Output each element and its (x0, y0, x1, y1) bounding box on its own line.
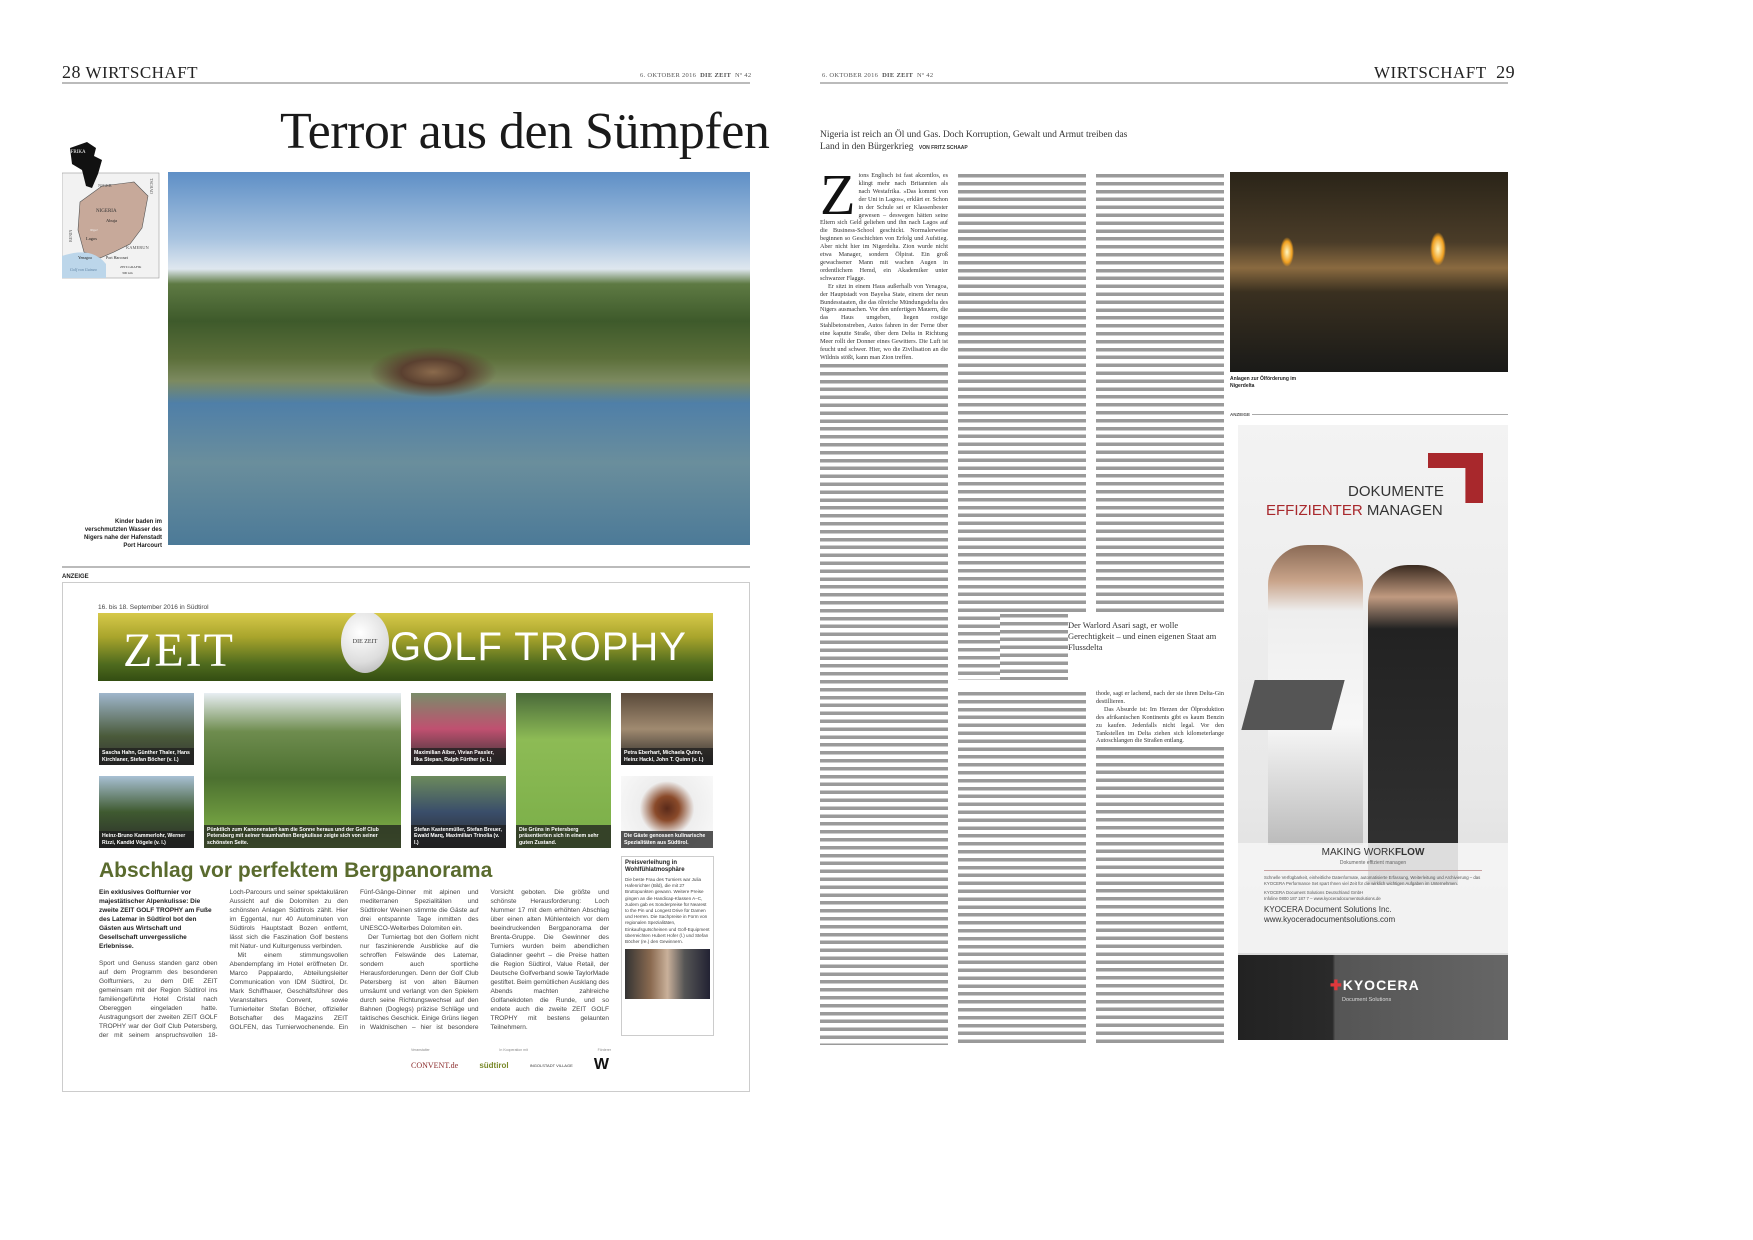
sponsor-w-logo: W (593, 1056, 609, 1073)
main-photo-children-bathing (168, 172, 750, 545)
map-label: ZEIT-GRAFIK (120, 265, 142, 269)
sidebox-text: Die beste Frau des Turniers war Julia Hafenrichter (Bild), die mit 27 Bruttopunkten gewann. Weitere Preise gingen an die Handicap-Klassen A–C, zudem gab es Sonderpreise für Nearest to the Pin und Longest Drive für Damen und Herren. Die Sachpreise in Form von regionalen Spezialitäten, Einkaufsgutscheinen und Golf-Equipment überreichten Hubert Hofer (l.) und Stefan Böcher (re.) den Gewinnern. (625, 877, 710, 945)
man-figure (1368, 565, 1458, 885)
article-paragraph: ions Englisch ist fast akzentlos, es klingt mehr nach Britannien als nach Westafrika. »Das kommt von der Uni in Lagos«, erklärt er. Schon in der Schule sei er Klassenbester gewesen – deswegen hätten seine Eltern sich Geld geliehen und ihn nach Lagos auf die Business-School geschickt. Normalerweise beginnen so Geschichten von Erfolg und Aufstieg. Aber nicht hier im Nigerdelta. Zion wurde nicht etwa Manager, sondern Ölpirat. Ein groß gewachsener Mann mit wachen Augen in ordentlichem Hemd, ein Akademiker unter schwarzer Flagge. (820, 172, 948, 282)
article-text (1096, 172, 1224, 612)
photo-caption: Stefan Kastenmüller, Stefan Breuer, Ewald Marq, Maximilian Trinolia (v. l.) (411, 825, 506, 849)
photo-caption: Kinder baden im verschmutzten Wasser des Nigers nahe der Hafenstadt Port Harcourt (83, 519, 162, 549)
ad-paragraph: Mit einem stimmungsvollen Abendempfang im Hotel eröffneten Dr. Marco Pappalardo, Abteilungsleiter Communication von IDM Südtirol, Dr. Mark Schiffhauer, Geschäftsführer des Veranstalters Convent, sowie Turnierleiter Stefan Böcher, offizieller Botschafter des Magazins ZEIT GOLFEN, das Turnierwochenende. Ein Fünf-Gänge-Dinner mit alpinen und mediterranen Spezialitäten und Südtiroler Weinen stimmte die Gäste auf drei entspannte Tage inmitten des UNESCO-Welterbes Dolomiten ein. (229, 889, 479, 1031)
spacer (958, 680, 1086, 690)
ad-lead: Ein exklusives Golfturnier vor majestätischer Alpenkulisse: Die zweite ZEIT GOLF TROPHY am Fuße des Latemar in Südtirol bot den Gästen aus Wirtschaft und Gesellschaft unvergessliche Erlebnisse. (99, 889, 212, 950)
article-text-continued (820, 362, 948, 1045)
paper: DIE ZEIT (882, 72, 914, 79)
ad-infoline: Infoline 0800 187 187 7 – www.kyoceradocumentsolutions.de (1264, 896, 1381, 901)
map-label: Abuja (106, 218, 117, 223)
photo-caption: Petra Eberhart, Michaela Quinn, Heinz Hackl, John T. Quinn (v. l.) (621, 748, 713, 765)
golf-photo (621, 776, 713, 848)
article-column-3-lower (1096, 690, 1224, 1045)
tablet (1241, 680, 1344, 730)
map-inset-label: AFRIKA (67, 150, 86, 155)
ad-textbox (1238, 843, 1508, 953)
golf-photo (204, 693, 401, 848)
byline: VON FRITZ SCHAAP (918, 145, 968, 151)
suedtirol-logo: südtirol (479, 1060, 509, 1070)
map-label: Lagos (86, 236, 97, 241)
ad-divider (1264, 870, 1482, 871)
article-paragraph: Das Absurde ist: Im Herzen der Ölproduktion des afrikanischen Kontinents gibt es kaum Benzin zu kaufen. Jedenfalls nicht legal. Vor den Tankstellen im Delta ziehen sich kilometerlange Autoschlangen die Straßen entlang. (1096, 705, 1224, 745)
golf-ball (341, 613, 389, 673)
sponsor-label: In Kooperation mit (499, 1048, 528, 1052)
sidebox-title: Preisverleihung in Wohlfühlatmosphäre (625, 860, 685, 873)
ad-headline: Abschlag vor perfektem Bergpanorama (99, 859, 493, 882)
subtitle-text: Nigeria ist reich an Öl und Gas. Doch Korruption, Gewalt und Armut treiben das Land in den Bürgerkrieg (820, 130, 1128, 152)
date: 6. OKTOBER 2016 (822, 72, 879, 79)
golf-photo (99, 693, 194, 765)
ad-company-de: KYOCERA Document Solutions Deutschland GmbH (1264, 890, 1364, 895)
dateline-right (822, 72, 933, 79)
dateline-left (640, 72, 751, 79)
gas-flare (1280, 237, 1294, 267)
tagline-a: MAKING WORK (1321, 847, 1395, 858)
map-label: Yenagoa (78, 255, 92, 260)
ad-body (99, 888, 609, 1040)
ad-url: www.kyoceradocumentsolutions.com (1264, 915, 1396, 924)
ad-separator (62, 566, 750, 568)
ball-logo: DIE ZEIT (352, 639, 378, 645)
children-figure (358, 342, 508, 402)
header-rule (62, 82, 750, 84)
section-name: WIRTSCHAFT (85, 63, 199, 82)
banner-golf-trophy: GOLF TROPHY (390, 625, 687, 669)
page-header-right (1374, 62, 1515, 83)
article-text-continued (1096, 745, 1224, 1045)
kyocera-logo-sub: Document Solutions (1342, 997, 1392, 1003)
ad-company: KYOCERA Document Solutions Inc. (1264, 905, 1392, 914)
ad-paragraph: Sport und Genuss standen ganz oben auf dem Programm des besonderen Golfturniers, zu dem DIE ZEIT gemeinsam mit der Region Südtirol ins familiengeführte Hotel Cristal nach Obereggen eingeladen hatte. Austragungsort der zweiten ZEIT GOLF TROPHY war der Golf Club Petersberg, der mit seinem anspruchsvollen 18-Loch-Parcours und seiner spektakulären Aussicht auf die Dolomiten zu den schönsten Anlagen Südtirols zählt. Hier im Eggental, nur 40 Autominuten von Südtirols Hauptstadt Bozen entfernt, lässt sich die Faszination Golf bestens mit Natur- und Kulturgenuss verbinden. (99, 889, 348, 1039)
date: 6. OKTOBER 2016 (640, 72, 697, 79)
gas-flare (1430, 232, 1446, 266)
kyocera-logo: ✚KYOCERA (1330, 977, 1420, 993)
sponsor-labels (411, 1048, 611, 1053)
sponsor-logos (411, 1056, 609, 1074)
article-paragraph: thode, sagt er lachend, nach der sie ihren Delta-Gin destillieren. (1096, 690, 1224, 705)
ad-headline-2 (1266, 502, 1443, 519)
subtitle (820, 129, 1130, 154)
map-label: 300 km (122, 271, 133, 275)
nigeria-map (62, 140, 160, 280)
sponsor-label: Veranstalter (411, 1048, 430, 1052)
photo-caption: Die Grüns in Petersberg präsentierten sich in einem sehr guten Zustand. (516, 825, 611, 849)
page-number: 29 (1496, 62, 1516, 82)
ad-headline: DOKUMENTE (1348, 483, 1444, 500)
article-paragraph: Er sitzt in einem Haus außerhalb von Yenagoa, der Hauptstadt von Bayelsa State, einem der neun Bundesstaaten, die das ölreiche Mündungsdelta des Nigers ausmachen. Vor den unfertigen Mauern, die das Haus umgeben, liegen rostige Stahlbetonstreben, Autos fahren in der Ferne über eine kaputte Straße, über dem Delta in Richtung Meer rollt der Donner eines Gewitters. Die Luft ist feucht und schwer. Hier, wo die Zivilisation an die Wildnis stößt, kann man Zion treffen. (820, 282, 948, 361)
header-rule (820, 82, 1508, 84)
headline: Terror aus den Sümpfen (280, 103, 770, 160)
prize-sidebox (621, 856, 714, 1036)
photo-caption: Anlagen zur Ölförderung im Nigerdelta (1230, 376, 1297, 389)
issue: Nº 42 (917, 72, 934, 79)
paper: DIE ZEIT (700, 72, 732, 79)
photo-caption: Pünktlich zum Kanonenstart kam die Sonne heraus und der Golf Club Petersberg mit seiner traumhaften Bergkulisse zeigte sich von seiner schönsten Seite. (204, 825, 401, 849)
article-column-1 (820, 172, 948, 1045)
logo-text: KYOCERA (1342, 977, 1420, 993)
golf-photo (99, 776, 194, 848)
photo-caption: Heinz-Bruno Kammerlohr, Werner Rizzi, Kandid Vögele (v. l.) (99, 831, 194, 848)
convent-logo: CONVENT.de (411, 1060, 459, 1070)
kyocera-ad (1238, 425, 1508, 1040)
page-header-left (62, 62, 198, 83)
golf-photo (411, 693, 506, 765)
map-label: TSCHAD (149, 178, 154, 195)
headline-rest: MANAGEN (1366, 502, 1443, 519)
golf-photo (516, 693, 611, 848)
ad-rule (1252, 414, 1508, 415)
golf-banner (98, 613, 713, 681)
sponsor-label: Förderer (597, 1048, 611, 1052)
map-label: Golf von Guinea (70, 267, 97, 272)
ad-date: 16. bis 18. September 2016 in Südtirol (98, 604, 209, 611)
ad-subtag: Dokumente effizient managen (1339, 860, 1407, 866)
pull-quote-text: Der Warlord Asari sagt, er wolle Gerechtigkeit – und einen eigenen Staat am Flussdelta (1068, 620, 1217, 652)
issue: Nº 42 (735, 72, 752, 79)
pull-quote (1068, 612, 1218, 682)
map-label: NIGERIA (96, 209, 117, 214)
ad-text: Schnelle Verfügbarkeit, einheitliche Datenformate, automatisierte Erfassung, Weiterleitung und Archivierung – das KYOCERA Performance Set spart Ihnen viel Zeit für die wirklich wichtigen Aufgaben im Unternehmen. (1264, 875, 1481, 886)
golf-trophy-ad (62, 582, 750, 1092)
banner-zeit: ZEIT (123, 624, 235, 677)
golf-photo (621, 693, 713, 765)
ad-label: ANZEIGE (62, 574, 89, 580)
photo-caption: Die Gäste genossen kulinarische Spezialitäten aus Südtirol. (621, 831, 713, 848)
prize-photo (625, 949, 710, 999)
map-label: NIGER (98, 183, 112, 188)
ad-footer (1238, 955, 1508, 1040)
map-label: KAMERUN (126, 245, 149, 250)
oil-facility-photo (1230, 172, 1508, 372)
drop-cap: Z (820, 172, 856, 227)
map-label: Port Harcourt (106, 255, 128, 260)
map-label: BENIN (68, 229, 73, 242)
ad-tagline (1238, 847, 1508, 858)
ad-label: ANZEIGE (1230, 412, 1251, 417)
section-name: WIRTSCHAFT (1374, 63, 1487, 82)
ad-body-wrap (99, 888, 609, 1074)
ingolstadt-village-logo: INGOLSTADT VILLAGE (529, 1062, 573, 1068)
headline-accent: EFFIZIENTER (1266, 502, 1363, 519)
photo-caption: Maximilian Aiber, Vivian Passler, Ilka Stepan, Ralph Fürther (v. l.) (411, 748, 506, 765)
page-number: 28 (62, 62, 81, 82)
golf-photo (411, 776, 506, 848)
article-column-2-bottom (958, 690, 1086, 1045)
tagline-b: FLOW (1394, 847, 1425, 858)
photo-caption: Sascha Hahn, Günther Thaler, Hans Kirchlaner, Stefan Böcher (v. l.) (99, 748, 194, 765)
ad-paragraph: Der Turniertag bot den Golfern nicht nur faszinierende Ausblicke auf die schroffen Felswände des Latemar, sondern auch sportliche Herausforderungen. Denn der Golf Club Petersberg ist von alten Bäumen umsäumt und verlangt von den Spielern durch seine Richtungswechsel auf den Bahnen (Doglegs) präzise Schläge und taktisches Geschick. Einige Grüns liegen in Waldnischen – hier ist besondere Vorsicht geboten. Die größte und schönste Herausforderung: Loch Nummer 17 mit dem erhöhten Abschlag über einen alten Mühlenteich vor dem beeindruckenden Bergpanorama der Brenta-Gruppe. Die Gewinner des Turniers wurden beim abendlichen Galadinner geehrt – die Preise hatten die Region Südtirol, Value Retail, der Deutsche Golfverband sowie TaylorMade gestiftet. Beim gemütlichen Ausklang des Abends machten zahlreiche Golfanekdoten die Runde, und so endete auch die zweite ZEIT GOLF TROPHY mit bestens gelaunten Teilnehmern. (360, 889, 610, 1031)
map-label: Niger (90, 228, 98, 232)
